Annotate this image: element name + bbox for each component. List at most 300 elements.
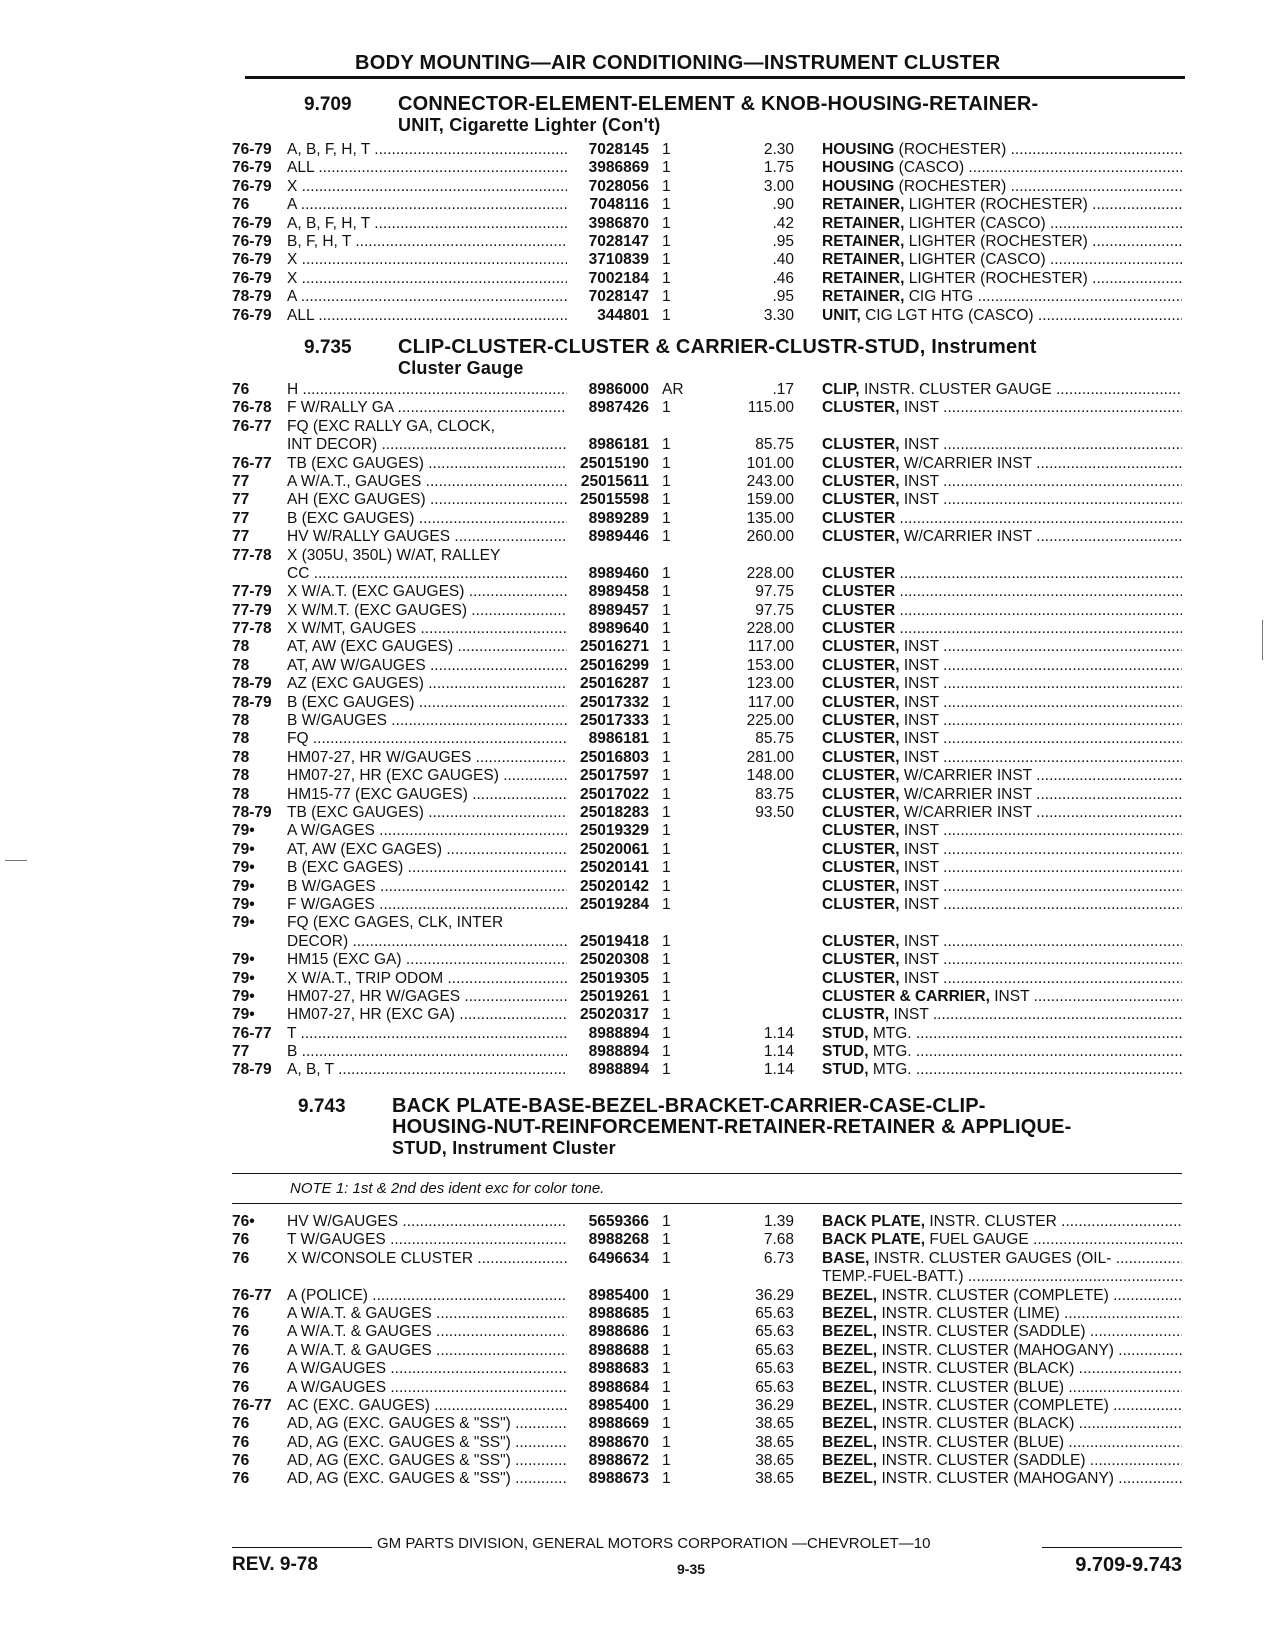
part-name [822,1061,1182,1079]
part-name-detail: INSTR. CLUSTER [929,1213,1057,1230]
quantity: 1 [662,1378,671,1396]
part-name-primary: CLUSTER [822,583,896,601]
model-year: 79• [232,840,255,858]
part-name-primary: STUD, [822,1061,869,1079]
part-name [822,786,1182,804]
part-name [822,1025,1182,1043]
part-number: 8985400 [588,1286,649,1304]
part-name-detail: INST [903,693,939,711]
part-name [822,657,1182,675]
part-name-detail: W/CARRIER INST [903,454,1032,472]
price: 38.65 [755,1470,794,1488]
part-name [822,1043,1182,1061]
quantity: 1 [662,693,671,711]
part-name-detail: INST [903,399,939,417]
quantity: 1 [662,141,671,158]
quantity: 1 [662,269,671,287]
part-name-detail: INST [903,675,939,693]
description: F W/GAGES ..... [287,896,567,914]
description: A W/GAUGES ..... [287,1379,567,1397]
part-name-detail: INSTR. CLUSTER GAUGE [863,381,1052,398]
quantity: 1 [662,951,671,969]
part-number: 25019305 [580,969,649,987]
quantity: 1 [662,969,671,987]
model-year: 78 [232,767,250,785]
part-name [822,1231,1182,1249]
part-name [822,1213,1182,1231]
price: 228.00 [746,564,794,582]
page-header-title: BODY MOUNTING—AIR CONDITIONING—INSTRUMENT CLUSTER [355,52,1001,74]
description: HM15-77 (EXC GAUGES) ..... [287,786,567,804]
part-name [822,602,1182,620]
quantity: 1 [662,675,671,693]
part-name-detail: W/CARRIER INST [903,785,1032,803]
quantity: 1 [662,1396,671,1414]
quantity: 1 [662,1006,671,1024]
part-name-primary: BEZEL, [822,1341,878,1359]
model-year: 78-79 [232,693,272,711]
price: .42 [772,214,794,232]
section-title: CLIP-CLUSTER-CLUSTER & CARRIER-CLUSTR-STUD, Instrument Cluster Gauge [398,336,1037,378]
part-name [822,675,1182,693]
part-name-detail: INST [903,859,939,877]
quantity: 1 [662,822,671,840]
part-name-primary: CLUSTER, [822,803,900,821]
model-year: 77-78 [232,620,272,638]
description: CC ..... [287,565,567,583]
part-name-primary: CLUSTER, [822,895,900,913]
part-name-detail: INST [903,932,939,950]
part-name-detail: INST [994,987,1030,1005]
part-name [822,694,1182,712]
quantity: 1 [662,803,671,821]
model-year: 78-79 [232,288,272,306]
part-name-detail: MTG. [872,1043,912,1061]
description: A W/GAGES ..... [287,822,567,840]
part-name [822,583,1182,601]
quantity: 1 [662,785,671,803]
quantity: 1 [662,583,671,601]
part-number: 8989458 [588,583,649,601]
model-year: 76-79 [232,214,272,232]
part-number: 8988669 [588,1415,649,1433]
part-number: 344801 [597,306,649,324]
part-name-detail: INST [903,895,939,913]
part-name-primary: BACK PLATE, [822,1231,926,1249]
part-name-detail: LIGHTER (CASCO) [908,251,1046,269]
description: ALL ..... [287,307,567,325]
model-year: 76 [232,1415,250,1433]
description: HM07-27, HR W/GAGES ..... [287,988,567,1006]
description: ALL ..... [287,159,567,177]
part-name [822,528,1182,546]
part-name-detail: FUEL GAUGE [929,1231,1029,1249]
description: A W/GAUGES ..... [287,1360,567,1378]
quantity: AR [662,381,684,398]
part-name-detail: INST [903,877,939,895]
description: X W/MT, GAUGES ..... [287,620,567,638]
part-number: 5659366 [588,1213,649,1230]
part-name [822,1470,1182,1488]
model-year: 76 [232,1452,250,1470]
margin-mark [1262,620,1263,660]
description: T W/GAUGES ..... [287,1231,567,1249]
description: AD, AG (EXC. GAUGES & "SS") ..... [287,1452,567,1470]
part-number: 25017022 [580,785,649,803]
model-year: 76• [232,1213,255,1230]
description: A W/A.T. & GAUGES ..... [287,1305,567,1323]
price: 281.00 [746,748,794,766]
part-name-detail: INST [893,1006,929,1024]
price: .40 [772,251,794,269]
price: 2.30 [763,141,794,158]
part-number: 25020308 [580,951,649,969]
part-number: 7002184 [588,269,649,287]
part-number: 8988684 [588,1378,649,1396]
part-number: 8986000 [588,381,649,398]
part-name-primary: CLUSTER, [822,859,900,877]
model-year: 77 [232,528,250,546]
part-name-detail: MTG. [872,1024,912,1042]
footer-organization: GM PARTS DIVISION, GENERAL MOTORS CORPORATION —CHEVROLET—10 [377,1535,931,1552]
quantity: 1 [662,1043,671,1061]
section-number: 9.735 [304,337,352,358]
page-footer [232,1535,1182,1595]
quantity: 1 [662,712,671,730]
model-year: 79• [232,951,255,969]
part-name [822,1379,1182,1397]
part-name [822,712,1182,730]
description: X ..... [287,251,567,269]
description: HM07-27, HR (EXC GAUGES) ..... [287,767,567,785]
model-year: 78-79 [232,1061,272,1079]
part-name [822,804,1182,822]
price: 159.00 [746,491,794,509]
description: X ..... [287,270,567,288]
part-name-primary: HOUSING [822,159,895,177]
part-number: 8988685 [588,1304,649,1322]
price: 243.00 [746,472,794,490]
price: 117.00 [747,693,794,711]
description: HV W/GAUGES ..... [287,1213,567,1231]
part-name [822,1305,1182,1323]
footer-section-range: 9.709-9.743 [1075,1554,1182,1576]
part-name-primary: BEZEL, [822,1378,878,1396]
part-name [822,491,1182,509]
part-number: 25015598 [580,491,649,509]
part-name-detail: (ROCHESTER) [898,141,1007,158]
part-name-primary: CLUSTER, [822,712,900,730]
model-year: 79• [232,822,255,840]
description: A ..... [287,288,567,306]
description: FQ ..... [287,730,567,748]
part-name-detail: INSTR. CLUSTER (SADDLE) [881,1452,1086,1470]
quantity: 1 [662,601,671,619]
section-number: 9.709 [304,94,352,115]
part-name-detail: INSTR. CLUSTER (MAHOGANY) [881,1341,1114,1359]
part-name-detail: INST [903,491,939,509]
part-number: 25019418 [580,932,649,950]
part-name [822,951,1182,969]
part-name-primary: RETAINER, [822,269,905,287]
part-name-detail: LIGHTER (ROCHESTER) [908,196,1088,214]
part-name-primary: CLUSTER, [822,877,900,895]
part-name-primary: CLUSTER, [822,436,900,454]
part-name-detail: INST [903,730,939,748]
quantity: 1 [662,1470,671,1488]
model-year: 76-77 [232,454,272,472]
section-title: CONNECTOR-ELEMENT-ELEMENT & KNOB-HOUSING-RETAINER- UNIT, Cigarette Lighter (Con't) [398,93,1039,135]
description: A, B, T ..... [287,1061,567,1079]
model-year: 79• [232,969,255,987]
part-number: 8985400 [588,1396,649,1414]
model-year: 76-79 [232,251,272,269]
price: 6.73 [763,1249,794,1267]
part-number: 25018283 [580,803,649,821]
part-name-primary: UNIT, [822,306,861,324]
quantity: 1 [662,306,671,324]
price: 93.50 [755,803,794,821]
part-number: 7028147 [588,288,649,306]
part-number: 8988268 [588,1231,649,1249]
part-name-primary: CLUSTER [822,509,896,527]
part-name-detail: INSTR. CLUSTER (SADDLE) [881,1323,1086,1341]
part-name [822,767,1182,785]
part-name-primary: BEZEL, [822,1304,878,1322]
part-name [822,399,1182,417]
description: A W/A.T., GAUGES ..... [287,473,567,491]
price: 7.68 [763,1231,794,1249]
part-name [822,841,1182,859]
part-name [822,196,1182,214]
part-name-primary: CLUSTR, [822,1006,890,1024]
part-name-detail: INST [903,656,939,674]
quantity: 1 [662,987,671,1005]
part-name-primary: CLUSTER & CARRIER, [822,987,990,1005]
part-name [822,1360,1182,1378]
part-name-primary: RETAINER, [822,232,905,250]
model-year: 76 [232,196,250,214]
part-name [822,1434,1182,1452]
model-year: 76 [232,1341,250,1359]
part-number: 8988894 [588,1061,649,1079]
price: 85.75 [755,436,794,454]
part-name-primary: CLUSTER, [822,675,900,693]
description: AT, AW (EXC GAUGES) ..... [287,638,567,656]
model-year: 78 [232,638,250,656]
part-number: 6496634 [588,1249,649,1267]
part-number: 25019261 [580,987,649,1005]
part-name-detail: TEMP.-FUEL-BATT.) [822,1268,964,1286]
model-year: 77 [232,491,250,509]
part-name-detail: LIGHTER (ROCHESTER) [908,232,1088,250]
part-number: 25017332 [580,693,649,711]
description: A, B, F, H, T ..... [287,215,567,233]
model-year: 77 [232,509,250,527]
model-year: 77-78 [232,546,272,564]
description: AT, AW W/GAUGES ..... [287,657,567,675]
part-name-detail: LIGHTER (ROCHESTER) [908,269,1088,287]
price: 148.00 [746,767,794,785]
part-name-detail: INST [903,969,939,987]
part-name [822,1287,1182,1305]
part-name [822,215,1182,233]
part-number: 25016803 [580,748,649,766]
part-number: 25016299 [580,656,649,674]
model-year: 79• [232,914,255,932]
part-number: 25019329 [580,822,649,840]
description: A ..... [287,196,567,214]
quantity: 1 [662,748,671,766]
price: 65.63 [755,1360,794,1378]
model-year: 78-79 [232,803,272,821]
model-year: 76 [232,1231,250,1249]
part-name-primary: CLUSTER, [822,969,900,987]
quantity: 1 [662,159,671,177]
quantity: 1 [662,895,671,913]
part-name-detail: INSTR. CLUSTER (COMPLETE) [881,1396,1109,1414]
note-bottom-rule [232,1203,1182,1204]
price: .95 [772,232,794,250]
part-name-primary: STUD, [822,1043,869,1061]
price: 153.00 [746,656,794,674]
model-year: 76 [232,1378,250,1396]
quantity: 1 [662,1360,671,1378]
part-name [822,307,1182,325]
description: INT DECOR) ..... [287,436,567,454]
price: 36.29 [755,1286,794,1304]
model-year: 77-79 [232,583,272,601]
part-name-primary: HOUSING [822,141,895,158]
description: TB (EXC GAUGES) ..... [287,455,567,473]
price: 3.30 [763,306,794,324]
part-name-primary: BEZEL, [822,1360,878,1378]
description: AD, AG (EXC. GAUGES & "SS") ..... [287,1434,567,1452]
part-name-detail: INSTR. CLUSTER (BLUE) [881,1378,1065,1396]
part-number: 25020141 [580,859,649,877]
model-year: 76-78 [232,399,272,417]
part-number: 25017597 [580,767,649,785]
part-name-detail: INST [903,748,939,766]
part-name-primary: RETAINER, [822,196,905,214]
description: AZ (EXC GAUGES) ..... [287,675,567,693]
part-name [822,1006,1182,1024]
quantity: 1 [662,840,671,858]
model-year: 76-77 [232,1286,272,1304]
part-name-detail: INSTR. CLUSTER GAUGES (OIL- [873,1249,1112,1267]
part-name [822,933,1182,951]
model-year: 76-79 [232,177,272,195]
part-name [822,988,1182,1006]
part-name-detail: INSTR. CLUSTER (BLACK) [881,1415,1075,1433]
price: 85.75 [755,730,794,748]
price: 97.75 [755,601,794,619]
quantity: 1 [662,932,671,950]
part-name-detail: INSTR. CLUSTER (BLACK) [881,1360,1075,1378]
model-year: 79• [232,987,255,1005]
model-year: 76 [232,1249,250,1267]
model-year: 76-77 [232,417,272,435]
footer-revision: REV. 9-78 [232,1554,318,1575]
footer-rule-left [232,1547,372,1548]
margin-mark [5,860,27,861]
part-name-primary: BACK PLATE, [822,1213,926,1230]
part-name-detail: INSTR. CLUSTER (MAHOGANY) [881,1470,1114,1488]
part-name-primary: BEZEL, [822,1415,878,1433]
price: 225.00 [746,712,794,730]
part-name [822,1268,1182,1286]
model-year: 79• [232,877,255,895]
quantity: 1 [662,1061,671,1079]
part-name-primary: BEZEL, [822,1323,878,1341]
description: AC (EXC. GAUGES) ..... [287,1397,567,1415]
model-year: 78 [232,748,250,766]
quantity: 1 [662,177,671,195]
part-number: 25015190 [580,454,649,472]
part-name [822,159,1182,177]
model-year: 76 [232,1470,250,1488]
quantity: 1 [662,196,671,214]
part-name-primary: CLUSTER, [822,822,900,840]
part-name [822,1397,1182,1415]
price: 135.00 [746,509,794,527]
part-name [822,565,1182,583]
part-number: 25016271 [580,638,649,656]
description: AD, AG (EXC. GAUGES & "SS") ..... [287,1415,567,1433]
part-name [822,473,1182,491]
description: X ..... [287,178,567,196]
part-name-primary: BASE, [822,1249,870,1267]
note-text: NOTE 1: 1st & 2nd des ident exc for color tone. [290,1180,605,1197]
price: 1.14 [763,1061,794,1079]
quantity: 1 [662,1304,671,1322]
quantity: 1 [662,1024,671,1042]
price: 101.00 [746,454,794,472]
part-name-primary: BEZEL, [822,1433,878,1451]
part-number: 25020061 [580,840,649,858]
description: HM07-27, HR W/GAUGES ..... [287,749,567,767]
part-name [822,620,1182,638]
description: X W/CONSOLE CLUSTER ..... [287,1250,567,1268]
price: 1.75 [763,159,794,177]
part-name [822,455,1182,473]
part-name [822,638,1182,656]
quantity: 1 [662,730,671,748]
part-number: 8986181 [588,436,649,454]
part-name-primary: CLUSTER, [822,454,900,472]
part-name-detail: INSTR. CLUSTER (COMPLETE) [881,1286,1109,1304]
part-name-detail: (CASCO) [898,159,965,177]
quantity: 1 [662,472,671,490]
part-number: 7028147 [588,232,649,250]
part-name-primary: CLUSTER, [822,730,900,748]
part-name [822,970,1182,988]
quantity: 1 [662,638,671,656]
description: B (EXC GAGES) ..... [287,859,567,877]
quantity: 1 [662,859,671,877]
description: B, F, H, T ..... [287,233,567,251]
price: 1.39 [763,1213,794,1230]
quantity: 1 [662,288,671,306]
part-name [822,896,1182,914]
model-year: 79• [232,859,255,877]
part-number: 3986870 [588,214,649,232]
part-number: 3986869 [588,159,649,177]
part-name-primary: CLUSTER [822,564,896,582]
part-number: 8988688 [588,1341,649,1359]
quantity: 1 [662,232,671,250]
section-title: BACK PLATE-BASE-BEZEL-BRACKET-CARRIER-CASE-CLIP- HOUSING-NUT-REINFORCEMENT-RETAINER-RETAINER & APPLIQUE- STUD, Instrument Cluster [392,1095,1072,1158]
